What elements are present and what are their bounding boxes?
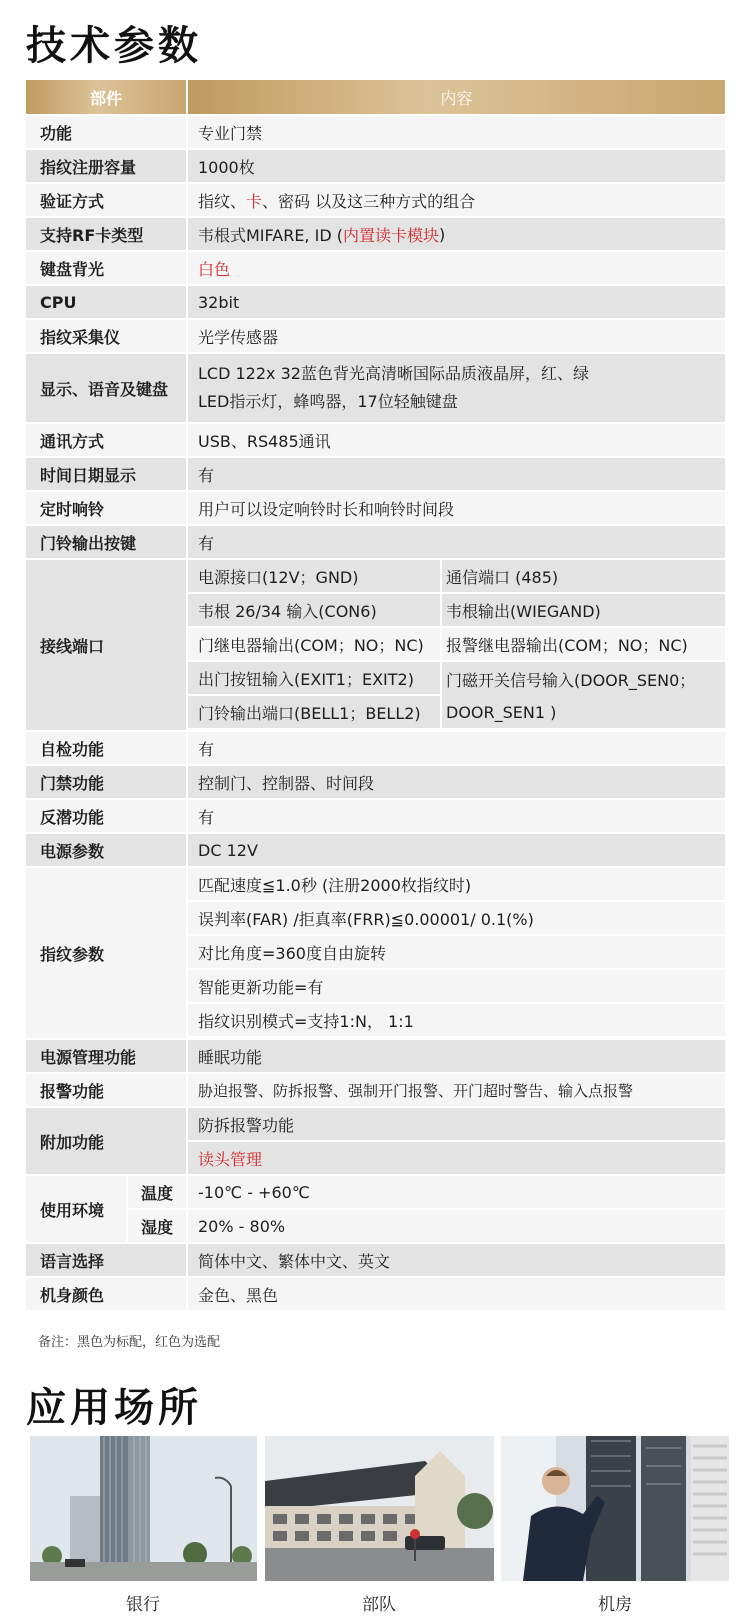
- table-row: [26, 116, 725, 148]
- value-line: LCD 122x 32蓝色背光高清晰国际品质液晶屏，红、绿: [198, 364, 589, 383]
- row-label: 反潜功能: [26, 800, 186, 832]
- value-line: LED指示灯，蜂鸣器，17位轻触键盘: [198, 392, 458, 411]
- fp-item: 智能更新功能=有: [188, 970, 725, 1002]
- port-cell: 报警继电器输出(COM；NO；NC): [442, 628, 725, 660]
- row-label: 指纹采集仪: [26, 320, 186, 352]
- table-row: [26, 1278, 725, 1310]
- row-value: [188, 184, 725, 216]
- port-cell: 韦根输出(WIEGAND): [442, 594, 725, 626]
- optional-value: 内置读卡模块: [342, 225, 439, 245]
- table-row: [26, 1040, 725, 1072]
- row-label: 功能: [26, 116, 186, 148]
- table-row: [26, 458, 725, 490]
- port-cell: 门继电器输出(COM；NO；NC): [188, 628, 440, 660]
- table-row: [26, 766, 725, 798]
- row-value: 1000枚: [188, 150, 725, 182]
- bank-photo: [30, 1436, 257, 1581]
- row-value: 简体中文、繁体中文、英文: [188, 1244, 725, 1276]
- header-col-part: 部件: [26, 80, 186, 114]
- temp-label: 温度: [128, 1176, 186, 1208]
- row-value: [188, 218, 725, 250]
- port-cell: 电源接口(12V；GND): [188, 560, 440, 592]
- humidity-label: 湿度: [128, 1210, 186, 1242]
- application-title: 应用场所: [26, 1385, 202, 1431]
- row-label: 通讯方式: [26, 424, 186, 456]
- value-part: ): [439, 224, 446, 244]
- value-part: 指纹、: [198, 191, 247, 211]
- server-room-photo: [501, 1436, 729, 1581]
- table-row: [26, 320, 725, 352]
- row-value: 光学传感器: [188, 320, 725, 352]
- row-label: 验证方式: [26, 184, 186, 216]
- table-header: [26, 80, 725, 114]
- table-row: [26, 732, 725, 764]
- row-value: [188, 354, 725, 422]
- row-value: USB、RS485通讯: [188, 424, 725, 456]
- row-value: 32bit: [188, 286, 725, 318]
- server-room-image: [501, 1436, 729, 1581]
- row-label: 显示、语音及键盘: [26, 354, 186, 422]
- row-label: 电源参数: [26, 834, 186, 866]
- optional-value: 卡: [246, 191, 263, 211]
- table-row: [26, 492, 725, 524]
- row-label: 接线端口: [26, 560, 186, 730]
- port-cell: 门铃输出端口(BELL1；BELL2): [188, 696, 440, 728]
- footnote: 备注：黑色为标配，红色为选配: [38, 1335, 221, 1350]
- barracks-image: [265, 1436, 494, 1581]
- env-block: [26, 1176, 725, 1242]
- port-cell: [442, 662, 725, 728]
- row-label: 指纹注册容量: [26, 150, 186, 182]
- row-value: 有: [188, 800, 725, 832]
- row-label: 报警功能: [26, 1074, 186, 1106]
- fp-item: 匹配速度≦1.0秒 (注册2000枚指纹时): [188, 868, 725, 900]
- row-value: 有: [188, 458, 725, 490]
- row-label: 门禁功能: [26, 766, 186, 798]
- table-row: [26, 252, 725, 284]
- temp-value: -10℃ - +60℃: [188, 1176, 725, 1208]
- humidity-value: 20% - 80%: [188, 1210, 725, 1242]
- port-line: DOOR_SEN1 ): [446, 703, 557, 722]
- spec-title: 技术参数: [26, 23, 202, 69]
- fp-item: 指纹识别模式=支持1:N， 1:1: [188, 1004, 725, 1036]
- table-row: [26, 424, 725, 456]
- row-value: 专业门禁: [188, 116, 725, 148]
- army-photo: [265, 1436, 494, 1581]
- table-row: [26, 526, 725, 558]
- row-value: 控制门、控制器、时间段: [188, 766, 725, 798]
- row-label: 自检功能: [26, 732, 186, 764]
- table-row: [26, 286, 725, 318]
- row-label: 指纹参数: [26, 868, 186, 1038]
- row-label: 定时响铃: [26, 492, 186, 524]
- row-value: 用户可以设定响铃时长和响铃时间段: [188, 492, 725, 524]
- table-row: [26, 800, 725, 832]
- extra-block: [26, 1108, 725, 1174]
- table-row: [26, 354, 725, 422]
- optional-value: 读头管理: [188, 1142, 725, 1174]
- bank-building-image: [30, 1436, 257, 1581]
- row-value: DC 12V: [188, 834, 725, 866]
- port-cell: 通信端口 (485): [442, 560, 725, 592]
- row-value: 有: [188, 526, 725, 558]
- table-row: [26, 218, 725, 250]
- row-value: 有: [188, 732, 725, 764]
- fingerprint-block: [26, 868, 725, 1038]
- extra-item: 防拆报警功能: [188, 1108, 725, 1140]
- table-row: [26, 1074, 725, 1106]
- row-label: 附加功能: [26, 1108, 186, 1174]
- row-value: 睡眠功能: [188, 1040, 725, 1072]
- row-label: 门铃输出按键: [26, 526, 186, 558]
- row-label: 支持RF卡类型: [26, 218, 186, 250]
- table-row: [26, 834, 725, 866]
- value-part: 韦根式MIFARE, ID (: [198, 225, 343, 245]
- port-cell: 韦根 26/34 输入(CON6): [188, 594, 440, 626]
- ports-block: [26, 560, 725, 730]
- place-caption: 银行: [126, 1595, 160, 1615]
- row-label: 语言选择: [26, 1244, 186, 1276]
- row-label: CPU: [26, 286, 186, 318]
- row-label: 电源管理功能: [26, 1040, 186, 1072]
- row-label: 使用环境: [26, 1176, 126, 1242]
- port-line: 门磁开关信号输入(DOOR_SEN0；: [446, 671, 696, 690]
- row-value: 金色、黑色: [188, 1278, 725, 1310]
- row-label: 时间日期显示: [26, 458, 186, 490]
- optional-value: 白色: [188, 252, 725, 284]
- port-cell: 出门按钮输入(EXIT1；EXIT2): [188, 662, 440, 694]
- row-label: 键盘背光: [26, 252, 186, 284]
- fp-item: 对比角度=360度自由旋转: [188, 936, 725, 968]
- header-col-content: 内容: [188, 80, 725, 114]
- table-row: [26, 1244, 725, 1276]
- place-caption: 部队: [362, 1595, 396, 1615]
- table-row: [26, 150, 725, 182]
- place-caption: 机房: [598, 1595, 632, 1615]
- value-part: 、密码 以及这三种方式的组合: [262, 191, 476, 211]
- fp-item: 误判率(FAR) /拒真率(FRR)≦0.00001/ 0.1(%): [188, 902, 725, 934]
- table-row: [26, 184, 725, 216]
- row-value: 胁迫报警、防拆报警、强制开门报警、开门超时警告、输入点报警: [188, 1074, 725, 1106]
- row-label: 机身颜色: [26, 1278, 186, 1310]
